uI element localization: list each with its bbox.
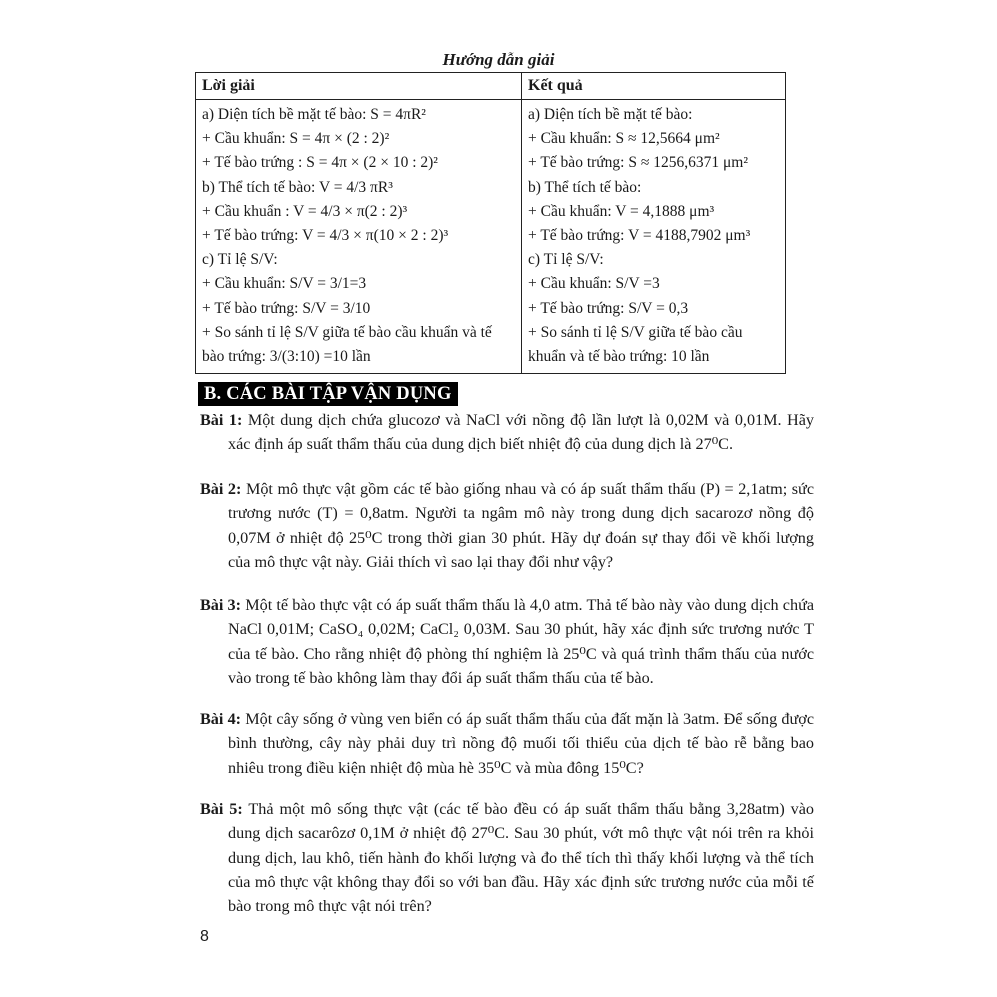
exercise-text: Một mô thực vật gồm các tế bào giống nhau và có áp suất thẩm thấu (P) = 2,1atm; sức trương nước (T) = 0,8atm. Người ta ngâm mô này trong dung dịch sacarozơ nồng độ 0,07M ở nhiệt độ 25⁰C trong thời gian 30 phút. Hãy dự đoán sự thay đổi về khối lượng của mô thực vật này. Giải thích vì sao lại thay đổi như vậy? [228, 480, 815, 571]
exercise-4 [200, 707, 814, 780]
solution-line: a) Diện tích bề mặt tế bào: S = 4πR² [202, 106, 426, 123]
result-line: a) Diện tích bề mặt tế bào: [528, 106, 693, 123]
solution-cell [196, 100, 522, 374]
solution-line: + Cầu khuẩn: S/V = 3/1=3 [202, 275, 367, 293]
result-line: + Tế bào trứng: S ≈ 1256,6371 μm² [528, 154, 749, 172]
column-header-result: Kết quả [522, 73, 786, 100]
result-line: + Tế bào trứng: V = 4188,7902 μm³ [528, 227, 751, 245]
solution-line: + Tế bào trứng : S = 4π × (2 × 10 : 2)² [202, 154, 438, 172]
exercise-3 [200, 593, 814, 690]
exercise-number: Bài 4: [200, 710, 242, 728]
column-header-solution: Lời giải [196, 73, 522, 100]
section-title: B. CÁC BÀI TẬP VẬN DỤNG [198, 382, 458, 406]
solution-line: c) Tỉ lệ S/V: [202, 251, 278, 269]
exercise-text: Một cây sống ở vùng ven biển có áp suất thẩm thấu của đất mặn là 3atm. Để sống được bình thường, cây này phải duy trì nồng độ muối tối thiểu của dịch tế bào rễ bằng bao nhiêu trong điều kiện nhiệt độ mùa hè 35⁰C và mùa đông 15⁰C? [228, 710, 815, 777]
exercise-text: Thả một mô sống thực vật (các tế bào đều có áp suất thẩm thấu bằng 3,28atm) vào dung dịch sacarôzơ 0,1M ở nhiệt độ 27⁰C. Sau 30 phút, vớt mô thực vật nói trên ra khỏi dung dịch, lau khô, tiến hành đo khối lượng và đo thể tích thì thấy khối lượng và thể tích của mô thực vật không thay đổi so với ban đầu. Hãy xác định sức trương nước của mỗi tế bào trong mô thực vật nói trên? [228, 800, 814, 916]
table-row [196, 100, 786, 374]
result-line: + So sánh tỉ lệ S/V giữa tế bào cầu khuẩn và tế bào trứng: 10 lần [528, 323, 743, 366]
exercise-text: Một dung dịch chứa glucozơ và NaCl với nồng độ lần lượt là 0,02M và 0,01M. Hãy xác định áp suất thẩm thấu của dung dịch biết nhiệt độ của dung dịch là 27⁰C. [228, 411, 815, 454]
solution-line: + Cầu khuẩn : V = 4/3 × π(2 : 2)³ [202, 202, 408, 220]
result-line: b) Thể tích tế bào: [528, 178, 642, 196]
result-line: + Cầu khuẩn: S/V =3 [528, 275, 660, 293]
result-line: + Cầu khuẩn: V = 4,1888 μm³ [528, 202, 715, 220]
solution-line: + So sánh tỉ lệ S/V giữa tế bào cầu khuẩn và tế bào trứng: 3/(3:10) =10 lần [202, 323, 492, 366]
solution-line: + Tế bào trứng: V = 4/3 × π(10 × 2 : 2)³ [202, 227, 449, 245]
solution-table [195, 72, 786, 374]
exercise-number: Bài 3: [200, 596, 242, 614]
exercise-number: Bài 2: [200, 480, 242, 498]
exercise-1 [200, 408, 814, 457]
result-cell [522, 100, 786, 374]
exercise-text: Một tế bào thực vật có áp suất thẩm thấu là 4,0 atm. Thả tế bào này vào dung dịch chứa NaCl 0,01M; CaSO₄ 0,02M; CaCl₂ 0,03M. Sau 30 phút, hãy xác định sức trương nước T của tế bào. Cho rằng nhiệt độ phòng thí nghiệm là 25⁰C và quá trình thẩm thấu của nước vào trong tế bào không làm thay đổi áp suất thẩm thấu của tế bào. [228, 596, 815, 687]
solution-line: + Cầu khuẩn: S = 4π × (2 : 2)² [202, 130, 390, 148]
exercise-number: Bài 5: [200, 800, 243, 818]
exercise-number: Bài 1: [200, 411, 243, 429]
result-line: c) Tỉ lệ S/V: [528, 251, 604, 269]
result-line: + Tế bào trứng: S/V = 0,3 [528, 299, 689, 317]
exercise-2 [200, 477, 814, 574]
result-line: + Cầu khuẩn: S ≈ 12,5664 μm² [528, 130, 720, 148]
exercise-5 [200, 797, 814, 918]
page-number: 8 [200, 928, 209, 945]
solution-line: + Tế bào trứng: S/V = 3/10 [202, 299, 371, 317]
solution-heading: Hướng dẫn giải [442, 50, 555, 69]
table-header-row [196, 73, 786, 100]
solution-line: b) Thể tích tế bào: V = 4/3 πR³ [202, 178, 393, 196]
